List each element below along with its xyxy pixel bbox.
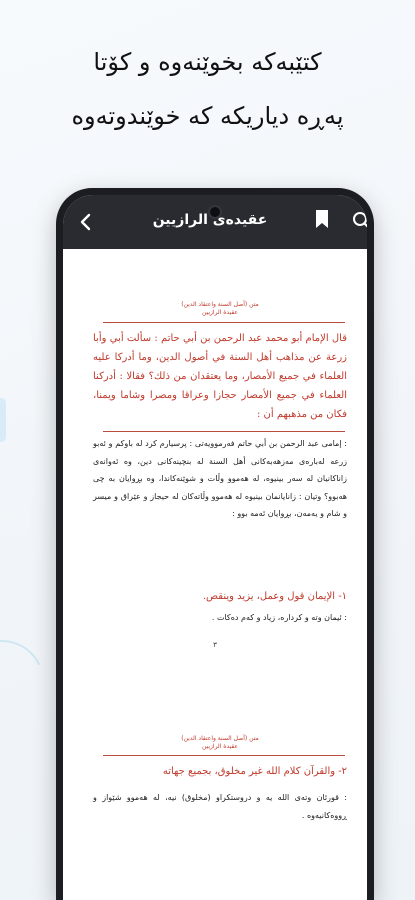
promo-headline-line1: کتێبەکە بخوێنەوە و کۆتا [93, 48, 322, 76]
page-header-line: عقيدة الرازيين [201, 309, 239, 316]
kurdish-point: : ئیمان وتە و کردارە، زیاد و کەم دەکات . [211, 613, 347, 622]
promo-headline-line2: پەڕە دیاریکە کە خوێندوتەوە [71, 102, 344, 130]
chevron-left-icon [79, 213, 93, 231]
page-header [103, 301, 337, 317]
page-header-line: متن (أصل السنة واعتقاد الدين) [181, 735, 259, 742]
search-icon [351, 210, 367, 234]
phone-screen [63, 195, 367, 900]
back-button[interactable] [73, 209, 99, 235]
arabic-point: ٢- والقرآن كلام الله غير مخلوق، بجميع جهاته [162, 766, 347, 777]
bookmark-button[interactable] [315, 210, 333, 232]
kurdish-translation: : إمامی عبد الرحمن بن أبي حاتم فەرموویەتی : پرسیارم کرد لە باوکم و ئەبو زرعە لەبارەی مەزهەبەکانی أهل السنة لە بنچینەکانی دین، وە ئەوانەی زاناکانیان لە سەر بینیوە، لە هەموو وڵات و شوێنەکاندا، وە بڕوایان بە چی هەبوو؟ وتیان : زانایانمان بینیوە لە هەموو وڵاتەکان لە حیجاز و عێراق و میسر و شام و یەمەن، بڕوایان ئەمە بوو : [93, 439, 347, 518]
page-header [103, 735, 337, 751]
phone-frame [56, 188, 374, 900]
page-header-line: عقيدة الرازيين [201, 743, 239, 750]
app-bar [63, 195, 367, 249]
search-button[interactable] [351, 210, 367, 234]
header-rule [103, 431, 345, 432]
page-number: ٣ [213, 641, 217, 649]
book-page [63, 249, 367, 900]
decorative-bar [0, 398, 6, 442]
header-rule [103, 755, 345, 756]
arabic-point: ١- الإيمان قول وعمل، يزيد وينقص. [202, 591, 347, 602]
arabic-text: قال الإمام أبو محمد عبد الرحمن بن أبي حاتم : سألت أبي وأبا زرعة عن مذاهب أهل السنة في أصول الدين، وما أدركا عليه العلماء في جميع الأمصار، وما يعتقدان من ذلك؟ فقالا : أدركنا العلماء في جميع الأمصار حجازا وعراقا ومصرا وشاما ويمنا، فكان من مذهبهم أن : [93, 333, 347, 420]
decorative-arc [0, 628, 56, 736]
kurdish-point: : قورئان وتەی الله یە و دروستکراو (مخلوق) نیە، لە هەموو شێواز و ڕووەکانیەوە . [93, 793, 347, 820]
book-title: عقيدەی الرازيين [152, 212, 268, 228]
bookmark-icon [315, 210, 329, 228]
header-rule [103, 322, 345, 323]
page-header-line: متن (أصل السنة واعتقاد الدين) [181, 301, 259, 308]
